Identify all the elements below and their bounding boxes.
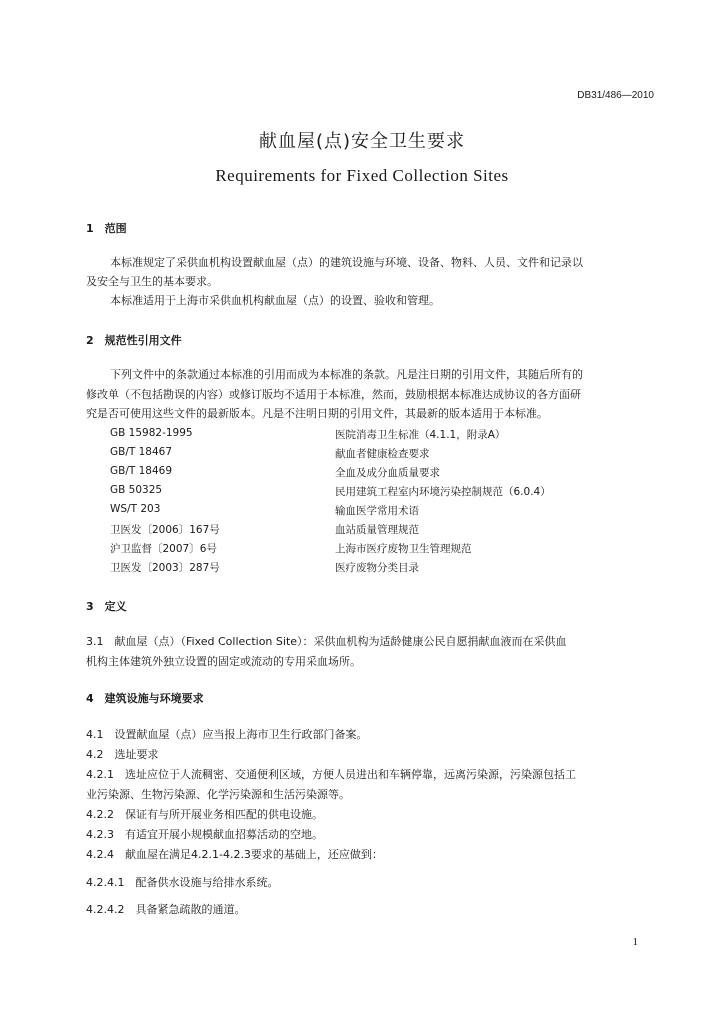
clause-4-2: 4.2 选址要求 [86,748,159,761]
title-chinese: 献血屋(点)安全卫生要求 [258,131,466,152]
reference-code: GB/T 18469 [110,465,173,477]
section-4-heading: 4 建筑设施与环境要求 [86,692,204,705]
reference-title: 输血医学常用术语 [335,505,419,517]
definition-line-1: 3.1 献血屋（点）（Fixed Collection Site）：采供血机构为适龄健康公民自愿捐献血液而在采供血 [86,635,567,648]
clause-4-2-1-line-2: 业污染源、生物污染源、化学污染源和生活污染源等。 [86,788,350,801]
section-1-paragraph-1-line-2: 及安全与卫生的基本要求。 [86,275,218,288]
section-2-intro-line-1: 下列文件中的条款通过本标准的引用而成为本标准的条款。凡是注日期的引用文件，其随后所有的 [110,368,583,381]
clause-4-2-4-1: 4.2.4.1 配备供水设施与给排水系统。 [86,876,279,889]
section-2-intro-line-3: 究是否可使用这些文件的最新版本。凡是不注明日期的引用文件，其最新的版本适用于本标准。 [86,407,548,420]
reference-code: GB 50325 [110,484,163,496]
title-english: Requirements for Fixed Collection Sites [215,166,509,185]
section-2-intro-line-2: 修改单（不包括勘误的内容）或修订版均不适用于本标准，然而，鼓励根据本标准达成协议的各方面研 [86,388,581,401]
section-1-paragraph-1-line-1: 本标准规定了采供血机构设置献血屋（点）的建筑设施与环境、设备、物料、人员、文件和记录以 [110,256,583,269]
section-1-paragraph-2: 本标准适用于上海市采供血机构献血屋（点）的设置、验收和管理。 [110,294,440,307]
clause-4-2-3: 4.2.3 有适宜开展小规模献血招募活动的空地。 [86,828,323,841]
reference-code: WS/T 203 [110,503,161,515]
reference-title: 血站质量管理规范 [335,524,419,536]
reference-code: 卫医发〔2006〕167号 [110,524,220,536]
reference-title: 医院消毒卫生标准（4.1.1，附录A） [335,429,506,441]
reference-code: 卫医发〔2003〕287号 [110,562,220,574]
standard-number: DB31/486—2010 [577,90,654,101]
definition-line-2: 机构主体建筑外独立设置的固定或流动的专用采血场所。 [86,655,361,668]
section-1-heading: 1 范围 [86,222,127,235]
reference-title: 全血及成分血质量要求 [335,467,440,479]
clause-4-2-4-2: 4.2.4.2 具备紧急疏散的通道。 [86,903,246,916]
page-number: 1 [632,936,638,948]
reference-title: 医疗废物分类目录 [335,562,419,574]
section-3-heading: 3 定义 [86,600,127,613]
reference-code: GB/T 18467 [110,446,173,458]
clause-4-1: 4.1 设置献血屋（点）应当报上海市卫生行政部门备案。 [86,728,368,741]
reference-code: 沪卫监督〔2007〕6号 [110,543,217,555]
reference-title: 献血者健康检查要求 [335,448,430,460]
reference-title: 上海市医疗废物卫生管理规范 [335,543,472,555]
clause-4-2-2: 4.2.2 保证有与所开展业务相匹配的供电设施。 [86,808,323,821]
reference-title: 民用建筑工程室内环境污染控制规范（6.0.4） [335,486,551,498]
section-2-heading: 2 规范性引用文件 [86,334,182,347]
clause-4-2-4: 4.2.4 献血屋在满足4.2.1-4.2.3要求的基础上，还应做到： [86,848,383,861]
reference-code: GB 15982-1995 [110,427,193,439]
clause-4-2-1-line-1: 4.2.1 选址应位于人流稠密、交通便利区域，方便人员进出和车辆停靠，远离污染源，污染源包括工 [86,768,576,781]
